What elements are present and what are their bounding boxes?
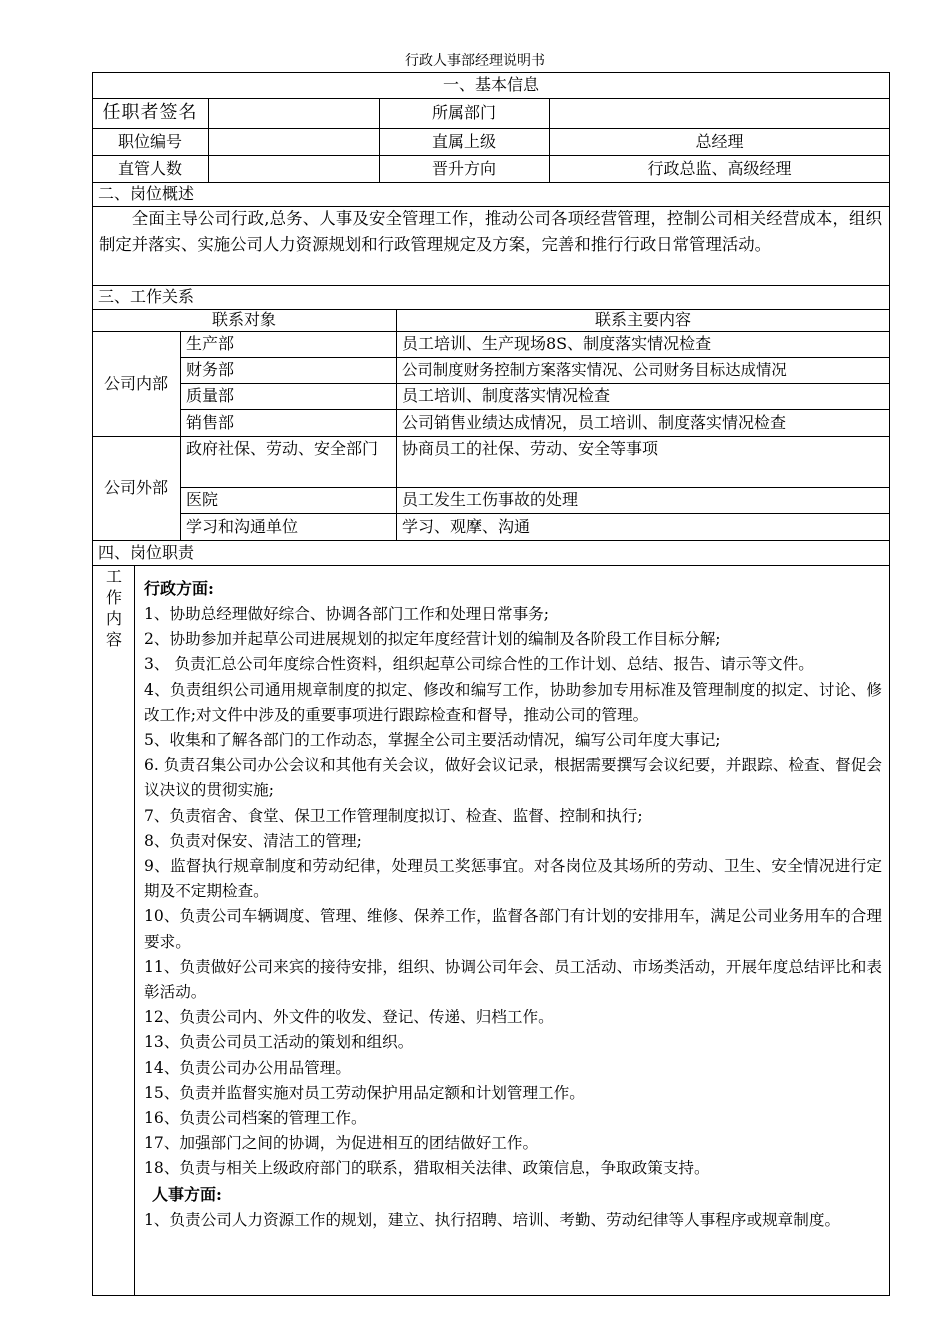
contact-target: 生产部 xyxy=(186,334,235,353)
label-signature: 任职者签名 xyxy=(102,102,198,123)
duty-item: 11、负责做好公司来宾的接待安排，组织、协调公司年会、员工活动、市场类活动，开展年度总结评比和表彰活动。 xyxy=(144,957,882,1002)
duty-item: 8、负责对保安、清洁工的管理; xyxy=(144,831,362,850)
col-contact-content: 联系主要内容 xyxy=(594,310,691,329)
promotion-value: 行政总监、高级经理 xyxy=(647,158,792,178)
duty-item: 17、加强部门之间的协调，为促进相互的团结做好工作。 xyxy=(144,1134,539,1153)
contact-target xyxy=(180,436,396,487)
label-department: 所属部门 xyxy=(431,103,496,122)
supervisor-value: 总经理 xyxy=(695,131,744,151)
label-direct-reports: 直管人数 xyxy=(117,158,182,178)
duty-item: 1、负责公司人力资源工作的规划，建立、执行招聘、培训、考勤、劳动纪律等人事程序或规章制度。 xyxy=(144,1210,841,1229)
internal-label-text: 公司内部 xyxy=(104,373,169,393)
duty-item: 9、监督执行规章制度和劳动纪律，处理员工奖惩事宜。对各岗位及其场所的劳动、卫生、安全情况进行定期及不定期检查。 xyxy=(144,857,882,901)
section2-heading: 二、岗位概述 xyxy=(98,184,195,203)
admin-duties-list xyxy=(144,602,882,1182)
external-label-text: 公司外部 xyxy=(104,478,169,497)
signature-field xyxy=(208,98,379,128)
duty-item: 7、负责宿舍、食堂、保卫工作管理制度拟订、检查、监督、控制和执行; xyxy=(144,806,643,825)
contact-content: 协商员工的社保、劳动、安全等事项 xyxy=(402,439,659,458)
document-title: 行政人事部经理说明书 xyxy=(405,53,545,69)
external-group-label xyxy=(92,436,180,540)
duty-item: 15、负责并监督实施对员工劳动保护用品定额和计划管理工作。 xyxy=(144,1083,585,1102)
col-contact-target: 联系对象 xyxy=(211,310,276,329)
position-code-field xyxy=(208,128,379,155)
contact-content: 员工培训、生产现场8S、制度落实情况检查 xyxy=(402,334,712,353)
work-content-label xyxy=(96,566,132,650)
contact-content: 公司销售业绩达成情况，员工培训、制度落实情况检查 xyxy=(402,412,787,432)
work-content-text: 工作内容 xyxy=(106,567,123,649)
duty-item: 5、收集和了解各部门的工作动态，掌握全公司主要活动情况，编写公司年度大事记; xyxy=(144,731,721,750)
duty-item: 6. 负责召集公司办公会议和其他有关会议，做好会议记录，根据需要撰写会议纪要，并跟踪、检查、督促会议决议的贯彻实施; xyxy=(144,756,882,800)
section1-heading: 一、基本信息 xyxy=(442,75,539,94)
contact-target: 医院 xyxy=(186,490,219,509)
duty-item: 1、协助总经理做好综合、协调各部门工作和处理日常事务; xyxy=(144,605,550,623)
label-position-code: 职位编号 xyxy=(117,131,182,151)
hr-duties-list xyxy=(144,1208,882,1233)
label-promotion: 晋升方向 xyxy=(431,158,496,178)
direct-reports-field xyxy=(208,155,379,182)
duty-item: 10、负责公司车辆调度、管理、维修、保养工作，监督各部门有计划的安排用车，满足公司业务用车的合理要求。 xyxy=(144,907,882,951)
department-field xyxy=(549,98,890,128)
internal-group-label xyxy=(92,331,180,436)
contact-content: 学习、观摩、沟通 xyxy=(402,516,531,536)
position-summary: 全面主导公司行政,总务、人事及安全管理工作，推动公司各项经营管理，控制公司相关经营成本，组织制定并落实、实施公司人力资源规划和行政管理规定及方案，完善和推行行政日常管理活动。 xyxy=(99,209,882,254)
duties-content xyxy=(144,576,882,1233)
duty-item: 16、负责公司档案的管理工作。 xyxy=(144,1109,367,1128)
section4-heading: 四、岗位职责 xyxy=(98,542,195,562)
contact-content: 员工培训、制度落实情况检查 xyxy=(402,386,611,405)
contact-content: 员工发生工伤事故的处理 xyxy=(402,490,579,509)
contact-target: 质量部 xyxy=(186,386,235,405)
section3-heading: 三、工作关系 xyxy=(98,287,195,306)
duty-item: 3、 负责汇总公司年度综合性资料，组织起草公司综合性的工作计划、总结、报告、请示等文件。 xyxy=(144,655,814,674)
duty-item: 14、负责公司办公用品管理。 xyxy=(144,1058,351,1077)
hr-heading: 人事方面: xyxy=(152,1184,222,1204)
label-supervisor: 直属上级 xyxy=(431,131,496,151)
contact-target: 财务部 xyxy=(186,360,235,379)
duty-item: 18、负责与相关上级政府部门的联系，猎取相关法律、政策信息，争取政策支持。 xyxy=(144,1159,710,1178)
contact-target: 销售部 xyxy=(186,412,235,432)
admin-heading: 行政方面: xyxy=(144,579,214,598)
contact-target-text: 政府社保、劳动、安全部门 xyxy=(186,439,379,458)
contact-target: 学习和沟通单位 xyxy=(186,516,299,536)
duty-item: 2、协助参加并起草公司进展规划的拟定年度经营计划的编制及各阶段工作目标分解; xyxy=(144,630,721,649)
duty-item: 12、负责公司内、外文件的收发、登记、传递、归档工作。 xyxy=(144,1008,554,1027)
duty-item: 4、负责组织公司通用规章制度的拟定、修改和编写工作，协助参加专用标准及管理制度的拟定、讨论、修改工作;对文件中涉及的重要事项进行跟踪检查和督导，推动公司的管理。 xyxy=(144,680,882,724)
duty-item: 13、负责公司员工活动的策划和组织。 xyxy=(144,1033,414,1052)
contact-content: 公司制度财务控制方案落实情况、公司财务目标达成情况 xyxy=(402,361,787,379)
